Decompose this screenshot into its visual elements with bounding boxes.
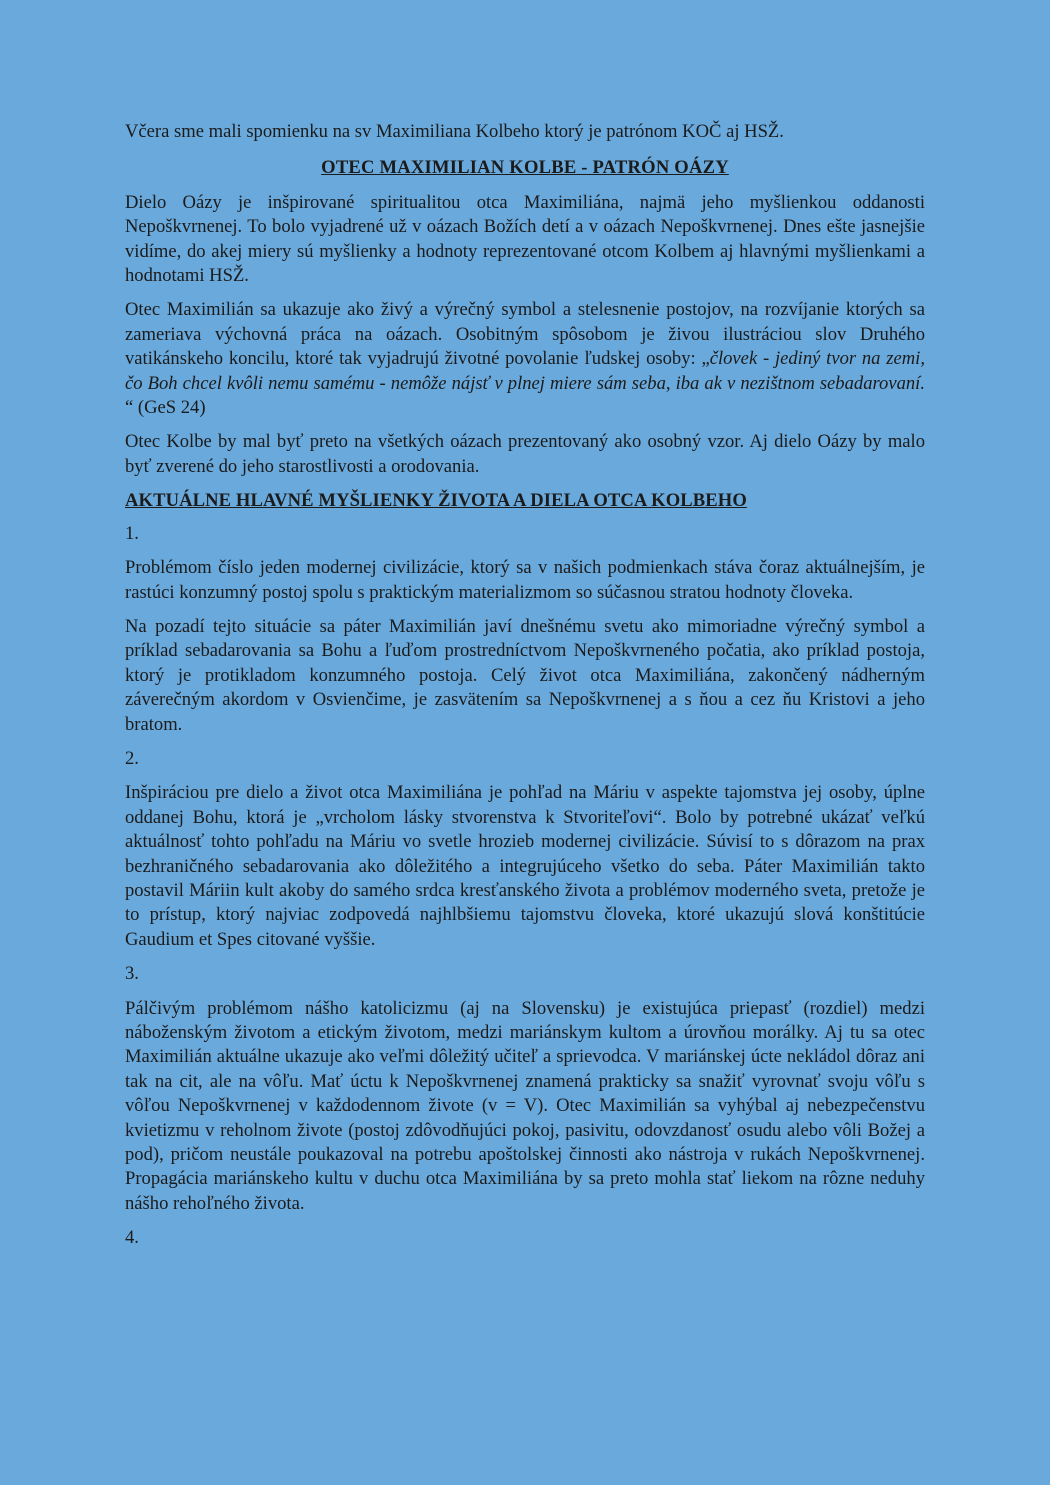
paragraph-living-symbol-text: Otec Maximilián sa ukazuje ako živý a výrečný symbol a stelesnenie postojov, na rozvíjanie ktorých sa zameriava výchovná práca na oázach. Osobitným spôsobom je živou ilustráciou slov Druhého vatikánskeho koncilu, ktoré tak vyjadrujú životné povolanie ľudskej osoby: „	[125, 299, 925, 370]
section-number-2: 2.	[125, 747, 139, 769]
paragraph-self-giving: Na pozadí tejto situácie sa páter Maximilián javí dnešnému svetu ako mimoriadne výrečný symbol a príklad sebadarovania sa Bohu a ľuďom prostredníctvom Nepoškvrneného počatia, ako príklad postoja, ktorý je protikladom konzumného postoja. Celý život otca Maximiliána, zakončený nádherným záverečným akordom v Osvienčime, je zasvätením sa Nepoškvrnenej a s ňou a cez ňu Kristovi a jeho bratom.	[125, 615, 925, 735]
intro-line: Včera sme mali spomienku na sv Maximiliana Kolbeho ktorý je patrónom KOČ aj HSŽ.	[125, 121, 784, 142]
heading-patron-oazy: OTEC MAXIMILIAN KOLBE - PATRÓN OÁZY	[321, 157, 729, 179]
document-page	[125, 120, 925, 1261]
section-number-3: 3.	[125, 963, 139, 985]
paragraph-oaza-inspiration: Dielo Oázy je inšpirované spiritualitou otca Maximiliána, najmä jeho myšlienkou oddanosti Nepoškvrnenej. To bolo vyjadrené už v oázach Božích detí a v oázach Nepoškvrnenej. Dnes ešte jasnejšie vidíme, do akej miery sú myšlienky a hodnoty reprezentované otcom Kolbem aj hlavnými myšlienkami a hodnotami HSŽ.	[125, 191, 925, 287]
paragraph-mary-inspiration: Inšpiráciou pre dielo a život otca Maximiliána je pohľad na Máriu v aspekte tajomstva jej osoby, úplne oddanej Bohu, ktorá je „vrcholom lásky stvorenstva k Stvoriteľovi“. Bolo by potrebné ukázať veľkú aktuálnosť tohto pohľadu na Máriu vo svetle hrozieb modernej civilizácie. Súvisí to s dôrazom na prax bezhraničného sebadarovania ako dôležitého a integrujúceho všetko do seba. Páter Maximilián takto postavil Máriin kult akoby do samého srdca kresťanského života a problémov moderného sveta, pretože je to prístup, ktorý najviac zodpovedá najhlbšiemu tajomstvu človeka, ktoré ukazujú slová konštitúcie Gaudium et Spes citované vyššie.	[125, 782, 925, 950]
heading-main-thoughts: AKTUÁLNE HLAVNÉ MYŠLIENKY ŽIVOTA A DIELA OTCA KOLBEHO	[125, 490, 747, 512]
council-quote: človek - jediný tvor na zemi, čo Boh chcel kvôli nemu samému - nemôže nájsť v plnej miere sám seba, iba ak v nezištnom sebadarovaní.	[125, 348, 925, 394]
quote-citation: “ (GeS 24)	[125, 397, 206, 419]
section-number-1: 1.	[125, 522, 139, 544]
paragraph-catholicism-gap: Pálčivým problémom nášho katolicizmu (aj na Slovensku) je existujúca priepasť (rozdiel) medzi náboženským životom a etickým životom, medzi mariánskym kultom a úrovňou morálky. Aj tu sa otec Maximilián aktuálne ukazuje ako veľmi dôležitý učiteľ a sprievodca. V mariánskej úcte nekládol dôraz ani tak na cit, ale na vôľu. Mať úctu k Nepoškvrnenej znamená prakticky sa snažiť vyrovnať svoju vôľu s vôľou Nepoškvrnenej v každodennom živote (v = V). Otec Maximilián sa vyhýbal aj nebezpečenstvu kvietizmu v reholnom živote (postoj zdôvodňujúci pokoj, pasivitu, odovzdanosť osudu alebo vôli Božej a pod), pričom neustále poukazoval na potrebu apoštolskej činnosti ako nástroja v rukách Nepoškvrnenej. Propagácia mariánskeho kultu v duchu otca Maximiliána by sa preto mohla stať liekom na rôzne neduhy nášho rehoľného života.	[125, 997, 925, 1214]
paragraph-personal-model: Otec Kolbe by mal byť preto na všetkých oázach prezentovaný ako osobný vzor. Aj dielo Oázy by malo byť zverené do jeho starostlivosti a orodovania.	[125, 431, 925, 477]
paragraph-consumerism: Problémom číslo jeden modernej civilizácie, ktorý sa v našich podmienkach stáva čoraz aktuálnejším, je rastúci konzumný postoj spolu s praktickým materializmom so súčasnou stratou hodnoty človeka.	[125, 557, 925, 603]
paragraph-living-symbol	[125, 298, 925, 420]
section-number-4: 4.	[125, 1227, 139, 1249]
